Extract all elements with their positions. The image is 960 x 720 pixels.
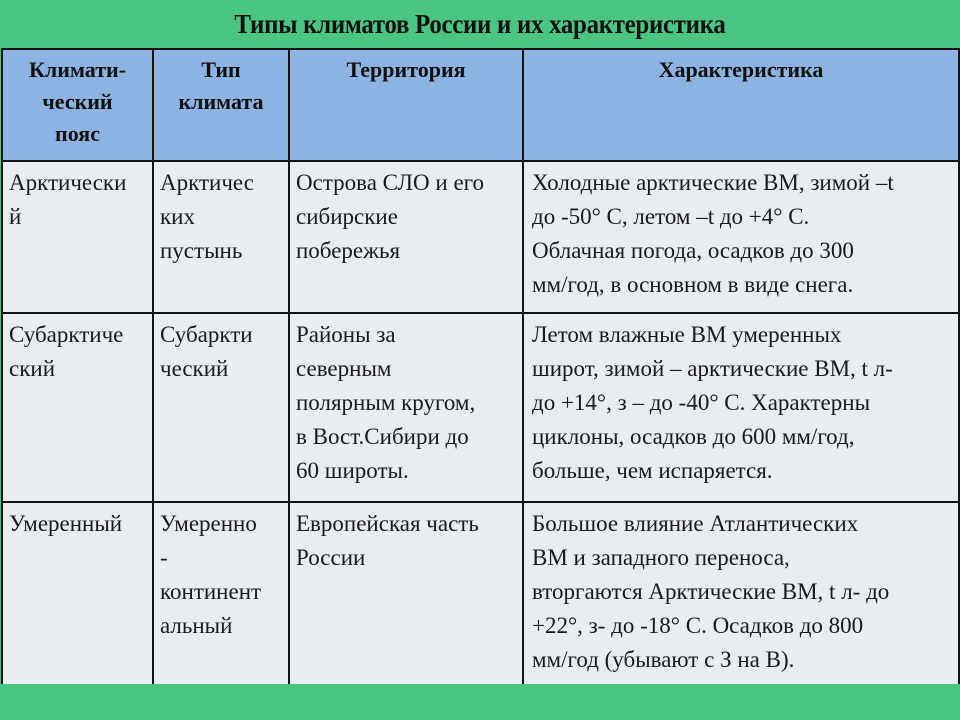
cell-belt: Умеренный xyxy=(2,502,153,692)
cell-belt: Арктически й xyxy=(2,161,153,313)
cell-territory: Европейская часть России xyxy=(289,502,523,692)
climate-table xyxy=(1,48,960,693)
cell-type: Умеренно - континент альный xyxy=(153,502,289,692)
cell-description: Холодные арктические ВМ, зимой –t до -50° С, летом –t до +4° С. Облачная погода, осадков до 300 мм/год, в основном в виде снега. xyxy=(523,161,959,313)
cell-type: Субаркти ческий xyxy=(153,313,289,502)
page-title: Типы климатов России и их характеристика xyxy=(234,8,726,39)
header-row xyxy=(2,49,959,161)
table-row xyxy=(2,313,959,502)
header-climate-belt: Климати- ческий пояс xyxy=(2,49,153,161)
cell-territory: Районы за северным полярным кругом, в Вост.Сибири до 60 широты. xyxy=(289,313,523,502)
header-climate-type: Тип климата xyxy=(153,49,289,161)
cell-territory: Острова СЛО и его сибирские побережья xyxy=(289,161,523,313)
footer-bar xyxy=(0,684,960,720)
title-bar xyxy=(0,0,960,48)
table-row xyxy=(2,161,959,313)
cell-description: Большое влияние Атлантических ВМ и западного переноса, вторгаются Арктические ВМ, t л- до +22°, з- до -18° С. Осадков до 800 мм/год (убывают с З на В). xyxy=(523,502,959,692)
cell-belt: Субарктиче ский xyxy=(2,313,153,502)
header-characteristic: Характеристика xyxy=(523,49,959,161)
cell-description: Летом влажные ВМ умеренных широт, зимой – арктические ВМ, t л- до +14°, з – до -40° С. Характерны циклоны, осадков до 600 мм/год, больше, чем испаряется. xyxy=(523,313,959,502)
header-territory: Территория xyxy=(289,49,523,161)
cell-type: Арктичес ких пустынь xyxy=(153,161,289,313)
table-row xyxy=(2,502,959,692)
